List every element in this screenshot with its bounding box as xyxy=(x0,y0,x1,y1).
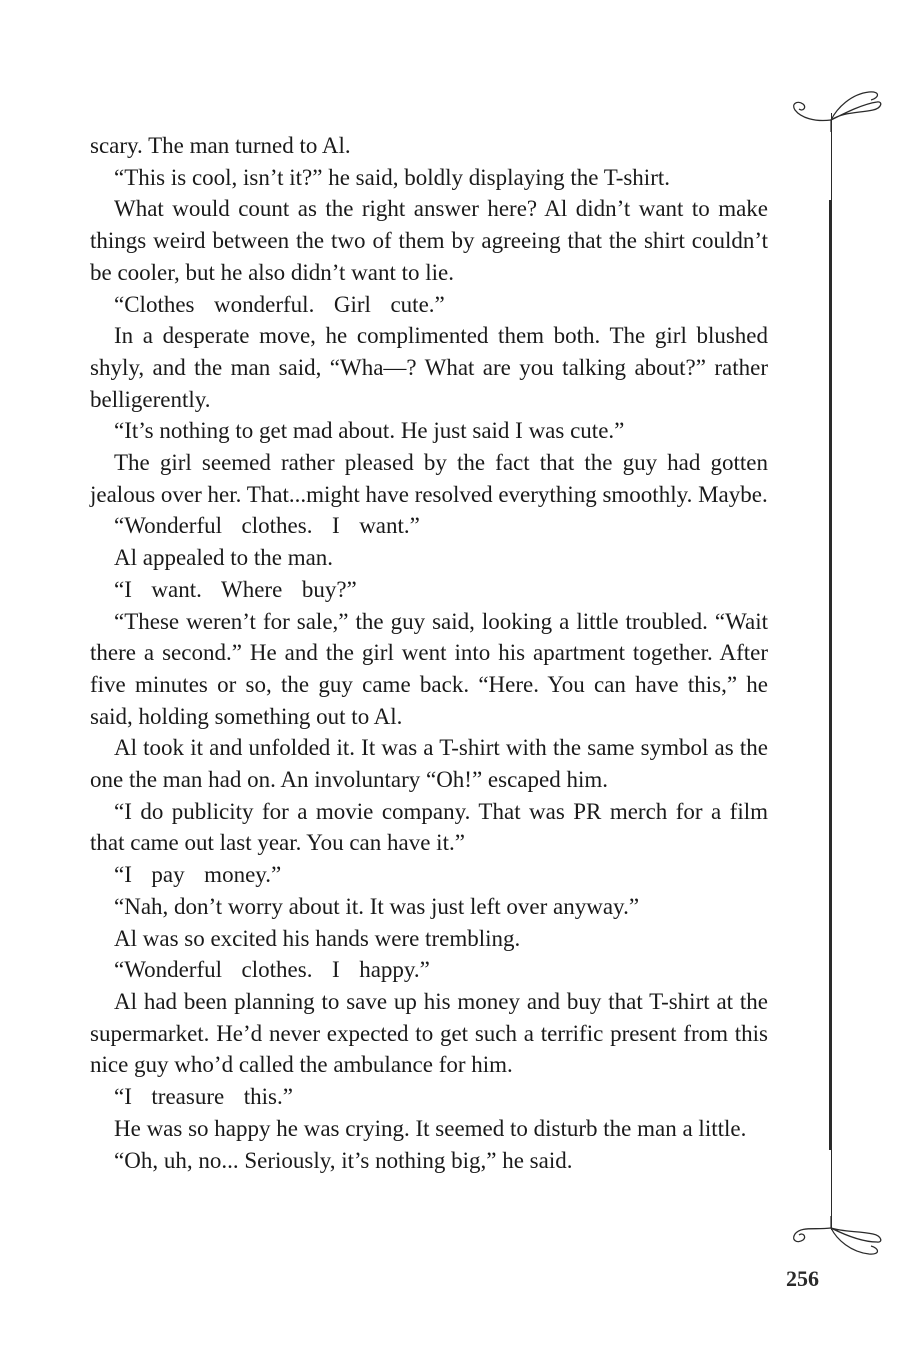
page-number: 256 xyxy=(786,1266,819,1291)
paragraph: “I want. Where buy?” xyxy=(114,576,357,602)
paragraph: “This is cool, isn’t it?” he said, boldly displaying the T-shirt. xyxy=(114,164,670,190)
paragraph: “I pay money.” xyxy=(114,862,282,888)
paragraph: The girl seemed rather pleased by the fact that the guy had gotten jealous over her. That...might have resolved everything smoothly. Maybe. xyxy=(90,450,768,507)
flourish-ornament-bottom-icon xyxy=(785,1212,885,1262)
paragraph: Al took it and unfolded it. It was a T-shirt with the same symbol as the one the man had on. An involuntary “Oh!” escaped him. xyxy=(90,735,768,793)
paragraph: “These weren’t for sale,” the guy said, looking a little troubled. “Wait there a second.” He and the girl went into his apartment together. After five minutes or so, the guy came back. “Here. You can have this,” he said, holding something out to Al. xyxy=(90,608,768,729)
flourish-ornament-top-icon xyxy=(785,82,885,132)
paragraph: “I do publicity for a movie company. That was PR merch for a film that came out last year. You can have it.” xyxy=(90,798,768,856)
paragraph: “Nah, don’t worry about it. It was just left over anyway.” xyxy=(114,893,640,919)
page-body-text xyxy=(90,130,768,1176)
paragraph: Al had been planning to save up his money and buy that T-shirt at the supermarket. He’d never expected to get such a terrific present from this nice guy who’d called the ambulance for him. xyxy=(90,988,768,1078)
paragraph: In a desperate move, he complimented them both. The girl blushed shyly, and the man said, “Wha—? What are you talking about?” rather belligerently. xyxy=(90,323,768,412)
paragraph: “Wonderful clothes. I want.” xyxy=(114,513,420,539)
margin-rule-thick xyxy=(829,200,832,1150)
paragraph: “It’s nothing to get mad about. He just said I was cute.” xyxy=(114,418,625,444)
paragraph: scary. The man turned to Al. xyxy=(90,133,351,158)
paragraph: Al appealed to the man. xyxy=(114,545,334,571)
paragraph: “Oh, uh, no... Seriously, it’s nothing big,” he said. xyxy=(114,1147,573,1173)
paragraph: What would count as the right answer here? Al didn’t want to make things weird between the two of them by agreeing that the shirt couldn’t be cooler, but he also didn’t want to lie. xyxy=(90,196,768,285)
paragraph: “Wonderful clothes. I happy.” xyxy=(114,957,430,983)
paragraph: “Clothes wonderful. Girl cute.” xyxy=(114,291,445,317)
paragraph: Al was so excited his hands were trembling. xyxy=(114,925,521,951)
paragraph: He was so happy he was crying. It seemed to disturb the man a little. xyxy=(114,1115,747,1141)
paragraph: “I treasure this.” xyxy=(114,1084,293,1110)
